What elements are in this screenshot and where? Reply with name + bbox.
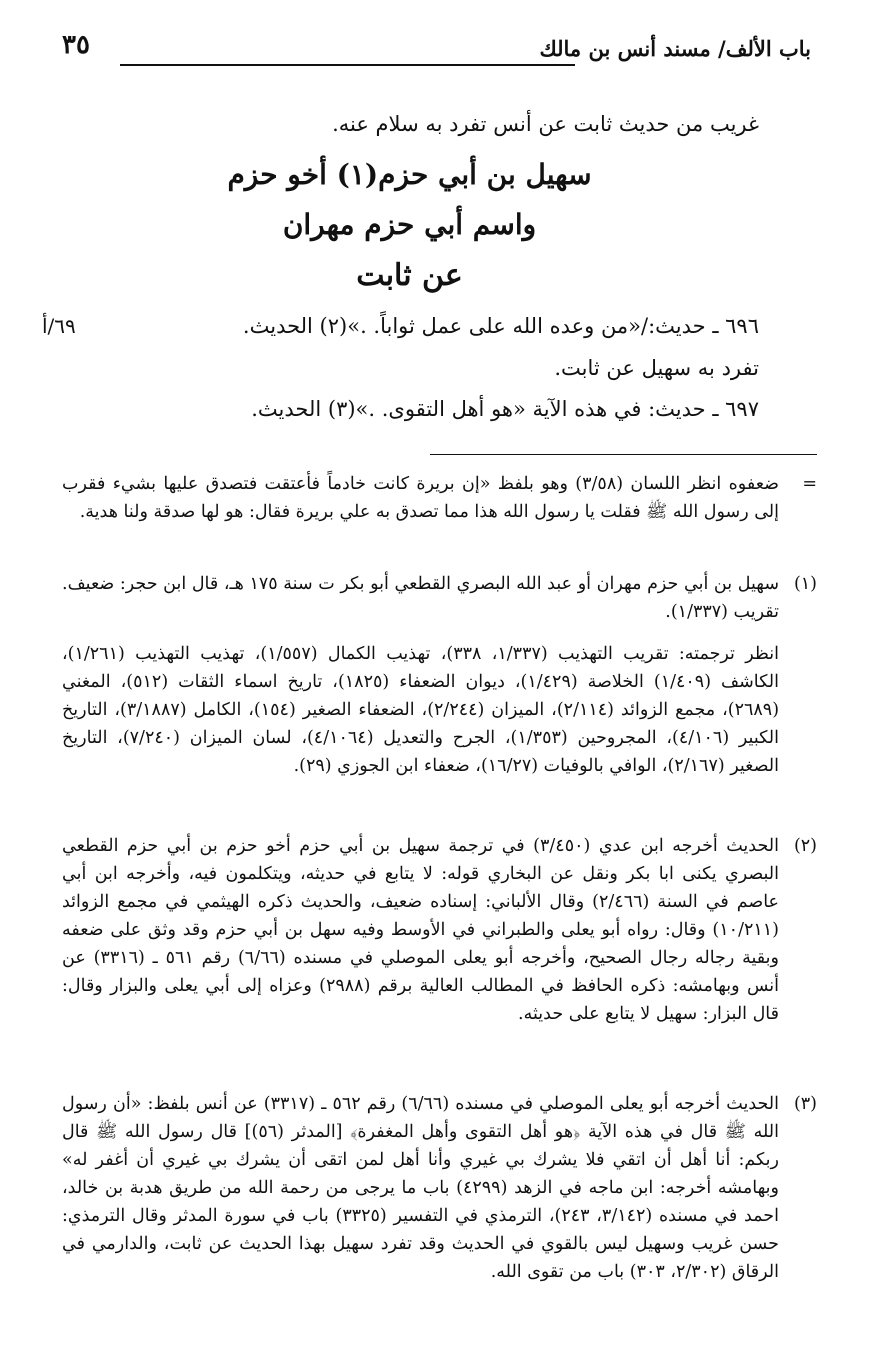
footnote-rule [430,454,817,455]
hadith-696: ٦٩٦ ـ حديث:/«من وعده الله على عمل ثواباً. .»(٢) الحديث. [242,314,759,338]
footnote-continued [62,470,817,526]
tafarrud-note: تفرد به سهيل عن ثابت. [554,356,759,380]
running-header-title: باب الألف/ مسند أنس بن مالك [539,36,811,61]
footnote-1-references [62,640,817,780]
footnote-2 [62,832,817,1028]
page-number: ٣٥ [62,30,90,60]
footnote-1-text-b: انظر ترجمته: تقريب التهذيب (١/٣٣٧، ٣٣٨)، تهذيب الكمال (١/٥٥٧)، تهذيب التهذيب (١/٢٦١)، الكاشف (١/٤٠٩) الخلاصة (١/٤٢٩)، ديوان الضعفاء (١٨٢٥)، تاريخ اسماء الثقات (٥١٢)، المغني (٢٦٨٩)، مجمع الزوائد (٢/١١٤)، الميزان (٢/٢٤٤)، الضعفاء الصغير (١٥٤)، الكامل (٣/١٨٨٧)، التاريخ الكبير (٤/١٠٦)، المجروحين (١/٣٥٣)، الجرح والتعديل (٤/١٠٦٤)، لسان الميزان (٧/٢٤٠)، التاريخ الصغير (٢/١٦٧)، الوافي بالوفيات (١٦/٢٧)، ضعفاء ابن الجوزي (٢٩). [62,644,780,776]
footnote-2-mark: (٢) [793,836,817,856]
chapter-heading-2: واسم أبي حزم مهران [282,208,537,241]
footnote-1-text-a: سهيل بن أبي حزم مهران أو عبد الله البصري القطعي أبو بكر ت سنة ١٧٥ هـ، قال ابن حجر: ضعيف. تقريب (١/٣٣٧). [62,574,779,622]
footnote-3-text: الحديث أخرجه أبو يعلى الموصلي في مسنده (٦/٦٦) رقم ٥٦٢ ـ (٣٣١٧) عن أنس بلفظ: «أن رسول الله ﷺ قال في هذه الآية ﴿هو أهل التقوى وأهل المغفرة﴾ [المدثر (٥٦)] قال رسول الله ﷺ قال ربكم: أنا أهل أن اتقي فلا يشرك بي غيري وأنا أهل لمن اتقى أن يشرك بي غيري أن أغفر له» وبهامشه أخرجه: ابن ماجه في الزهد (٤٢٩٩) باب ما يرجى من رحمة الله من طريق هدبة بن خالد، احمد في مسنده (٣/١٤٢، ٢٤٣)، الترمذي في التفسير (٣٣٢٥) باب في سورة المدثر وقال الترمذي: حسن غريب وسهيل ليس بالقوي في الحديث وقد تفرد سهيل بهذا الحديث عن ثابت، والدارمي في الرقاق (٢/٣٠٢، ٣٠٣) باب من تقوى الله. [62,1094,779,1282]
hadith-697: ٦٩٧ ـ حديث: في هذه الآية «هو أهل التقوى. .»(٣) الحديث. [251,397,759,421]
footnote-3-mark: (٣) [793,1094,817,1114]
footnote-1 [62,570,817,626]
footnote-2-text: الحديث أخرجه ابن عدي (٣/٤٥٠) في ترجمة سهيل بن أبي حزم أخو حزم بن أبي حزم القطعي البصري يكنى ابا بكر ونقل عن البخاري قوله: لا يتابع في حديثه، ويتكلمون فيه، وأخرجه ابن أبي عاصم في السنة (٢/٤٦٦) وقال الألباني: إسناده ضعيف، والحديث ذكره الهيثمي في مجمع الزوائد (١٠/٢١١) وقال: رواه أبو يعلى والطبراني في الأوسط وفيه سهل بن أبي حزم وقد وثق على ضعفه وبقية رجاله رجال الصحيح، وأخرجه أبو يعلى الموصلي في مسنده (٦/٦٦) رقم ٥٦١ ـ (٣٣١٦) عن أنس وبهامشه: ذكره الحافظ في المطالب العالية برقم (٢٩٨٨) وعزاه إلى أبي يعلى والبزار وقال: قال البزار: سهيل لا يتابع على حديثه. [62,836,779,1024]
footnote-1-mark: (١) [793,574,817,594]
footnote-continued-text: ضعفوه انظر اللسان (٣/٥٨) وهو بلفظ «إن بريرة كانت خادماً فأعتقت فتصدق عليها بشيء فقرب إلى رسول الله ﷺ فقلت يا رسول الله هذا مما تصدق به علي بريرة فقال: هو لها صدقة ولنا هدية. [62,474,779,522]
margin-folio-note: ٦٩/أ [42,314,76,338]
intro-line: غريب من حديث ثابت عن أنس تفرد به سلام عنه. [332,112,759,136]
chapter-heading-3: عن ثابت [356,258,463,293]
footnote-continued-mark: = [802,474,817,494]
chapter-heading-1: سهيل بن أبي حزم(١) أخو حزم [227,158,592,191]
footnote-3 [62,1090,817,1286]
header-rule [120,64,575,66]
